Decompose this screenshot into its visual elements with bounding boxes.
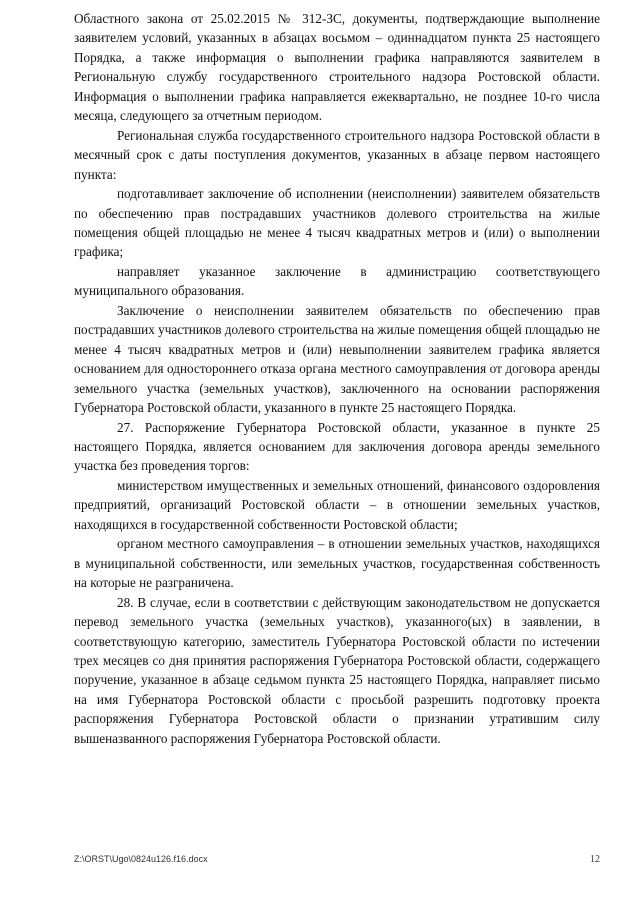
paragraph-conclusion-grounds: Заключение о неисполнении заявителем обязательств по обеспечению прав пострадавших участников долевого строительства на жилые помещения общей площадью не менее 4 тысяч квадратных метров и (или) невыполнении заявителем графика является основанием для одностороннего отказа органа местного самоуправления от договора аренды земельного участка (земельных участков), заключенного на основании распоряжения Губернатора Ростовской области, указанного в пункте 25 настоящего Порядка. xyxy=(74,302,600,416)
paragraph-ministry: министерством имущественных и земельных отношений, финансового оздоровления предприятий, организаций Ростовской области – в отношении земельных участков, находящихся в государственной собственности Ростовской области; xyxy=(74,477,600,532)
page-number: 12 xyxy=(590,854,600,865)
paragraph-local-authority: органом местного самоуправления – в отношении земельных участков, находящихся в муниципальной собственности, или земельных участков, государственная собственность на которые не разграничена. xyxy=(74,536,600,591)
paragraph-prepares-conclusion: подготавливает заключение об исполнении (неисполнении) заявителем обязательств по обеспечению прав пострадавших участников долевого строительства на жилые помещения общей площадью не менее 4 тысяч квадратных метров и (или) о выполнении графика; xyxy=(74,186,600,260)
file-path: Z:\ORST\Ugo\0824u126.f16.docx xyxy=(74,854,208,864)
paragraph-item-28: 28. В случае, если в соответствии с действующим законодательством не допускается перевод земельного участка (земельных участков), указанного(ых) в заявлении, в соответствующую категорию, заместитель Губернатора Ростовской области по истечении трех месяцев со дня принятия распоряжения Губернатора Ростовской области, содержащего поручение, указанное в абзаце седьмом пункта 25 настоящего Порядка, направляет письмо на имя Губернатора Ростовской области с просьбой разрешить подготовку проекта распоряжения Губернатора Ростовской области о признании утратившим силу вышеназванного распоряжения Губернатора Ростовской области. xyxy=(74,594,600,746)
paragraph-sends-conclusion: направляет указанное заключение в администрацию соответствующего муниципального образования. xyxy=(74,263,600,299)
paragraph-regional-service: Региональная служба государственного строительного надзора Ростовской области в месячный срок с даты поступления документов, указанных в абзаце первом настоящего пункта: xyxy=(74,127,600,182)
document-body xyxy=(74,9,600,748)
paragraph-continuation: Областного закона от 25.02.2015 № 312-ЗС, документы, подтверждающие выполнение заявителем условий, указанных в абзацах восьмом – одиннадцатом пункта 25 настоящего Порядка, а также информация о выполнении графика направляются заявителем в Региональную службу государственного строительного надзора Ростовской области. Информация о выполнении графика направляется ежеквартально, не позднее 10-го числа месяца, следующего за отчетным периодом. xyxy=(74,11,600,124)
paragraph-item-27: 27. Распоряжение Губернатора Ростовской области, указанное в пункте 25 настоящего Порядка, является основанием для заключения договора аренды земельного участка без проведения торгов: xyxy=(74,419,600,474)
